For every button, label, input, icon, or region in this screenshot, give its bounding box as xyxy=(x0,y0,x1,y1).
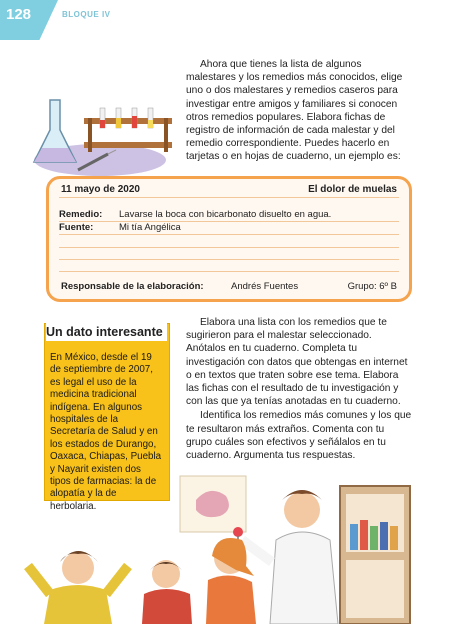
responsable-label: Responsable de la elaboración: xyxy=(61,281,204,292)
responsable-value: Andrés Fuentes xyxy=(231,281,299,292)
card-line xyxy=(59,247,399,248)
fact-box-title: Un dato interesante xyxy=(46,323,167,341)
card-line xyxy=(59,259,399,260)
fuente-value: Mi tía Angélica xyxy=(119,222,181,233)
intro-paragraph xyxy=(186,58,412,164)
fuente-label: Fuente: xyxy=(59,222,94,233)
fact-box-text: En México, desde el 19 de septiembre de 2007, es legal el uso de la medicina tradicional indígena. En algunos hospitales de la Secretaría de Salud y en los estados de Durango, Oaxaca, Chiapas, Puebla y Nayarit existen dos tipos de farmacias: la de alopatía y la de herbolaria. xyxy=(50,352,162,512)
record-card xyxy=(46,176,412,302)
instructions-section xyxy=(186,316,412,462)
card-line xyxy=(59,197,399,198)
instructions-paragraph-1: Elabora una lista con los remedios que te sugirieron para el malestar seleccionado. Anótalos en tu cuaderno. Completa tu investigación con datos que obtengas en internet o en textos que traten sobre ese tema. Elabora las fichas con el resultado de tu investigación y con las que ya tenías anotadas en tu cuaderno. xyxy=(186,317,408,408)
lab-equipment-icon xyxy=(30,90,180,180)
card-line xyxy=(59,271,399,272)
remedio-value: Lavarse la boca con bicarbonato disuelto en agua. xyxy=(119,209,332,220)
children-pharmacy-icon xyxy=(20,470,460,624)
remedio-label: Remedio: xyxy=(59,209,103,220)
card-title: El dolor de muelas xyxy=(308,184,397,195)
card-date: 11 mayo de 2020 xyxy=(61,184,140,195)
page-number: 128 xyxy=(6,6,32,23)
grupo-value: Grupo: 6º B xyxy=(347,281,397,292)
intro-text: Ahora que tienes la lista de algunos malestares y los remedios más conocidos, elige uno o dos malestares y remedios caseros para investigar entre amigos y familiares si conocen otros remedios populares. Elabora fichas de registro de información de cada malestar y del remedio correspondiente. Puedes hacerlo en tarjetas o en hojas de cuaderno, un ejemplo es: xyxy=(186,59,403,163)
card-fuente-row xyxy=(59,222,399,235)
card-remedio-row xyxy=(59,209,399,222)
block-label: BLOQUE IV xyxy=(62,10,111,19)
instructions-paragraph-2: Identifica los remedios más comunes y los que te resultaron más extraños. Comenta con tu grupo cuáles son efectivos y señálalos en tu cuaderno. Argumenta tus respuestas. xyxy=(186,410,412,462)
